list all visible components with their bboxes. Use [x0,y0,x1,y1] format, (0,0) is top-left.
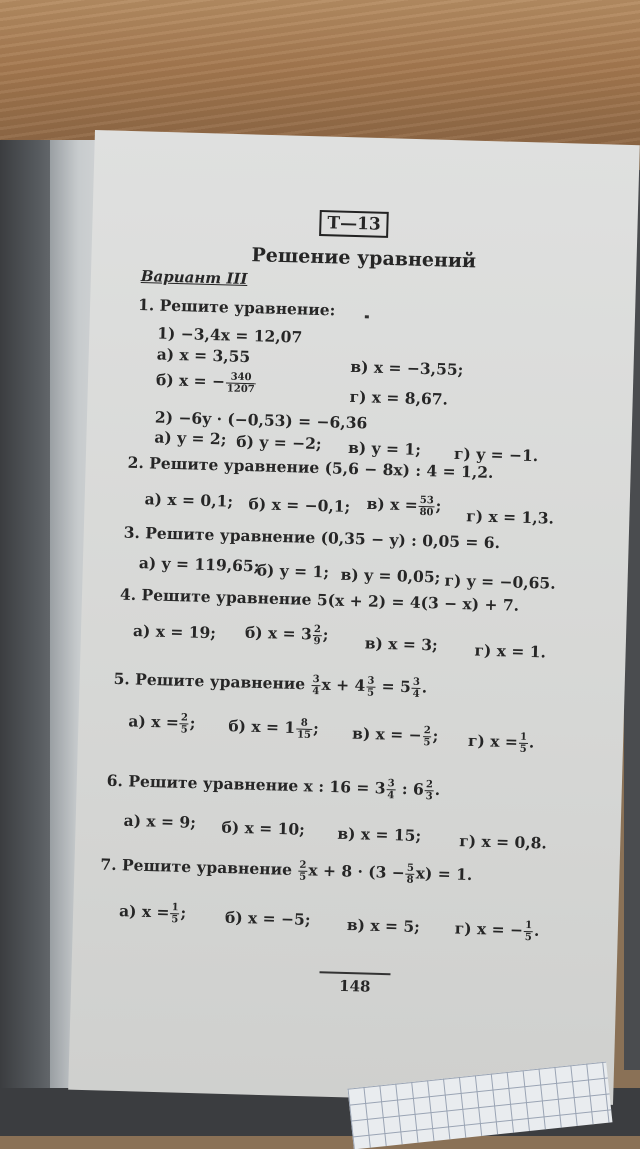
question-7: 7. Решите уравнение $\frac{2}{5}$ x + 8 · (3 − $\frac{5}{8}$ x) = 1. [100,854,473,886]
q1-answer-g: г) x = 8,67. [349,386,449,409]
fraction: $\frac{2}{5}$ [180,712,189,736]
q1-answer-b: б) x = − $\frac{340}{1207}$ [155,369,255,396]
fraction: $\frac{2}{3}$ [425,779,434,803]
q3-answer-g: г) y = −0,65. [444,570,556,593]
page-number: 148 [319,971,391,996]
test-number: Т—13 [319,210,389,238]
q4-answer-a: а) x = 19; [132,620,217,643]
q3-answer-a: а) y = 119,65; [138,553,260,576]
q2-answer-a: а) x = 0,1; [144,489,234,511]
q7-answer-a: а) x = $\frac{1}{5}$ ; [118,901,187,926]
fraction: $\frac{3}{5}$ [366,675,375,699]
q7-answer-v: в) x = 5; [346,915,421,937]
q4-answer-g: г) x = 1. [474,640,547,662]
fraction: $\frac{340}{1207}$ [226,371,255,396]
fraction: $\frac{2}{5}$ [299,859,307,883]
ink-dot [365,315,369,318]
question-3: 3. Решите уравнение (0,35 − y) : 0,05 = 6. [123,522,501,553]
question-5: 5. Решите уравнение $\frac{3}{4}$ x + 4 $\frac{3}{5}$ = 5 $\frac{3}{4}$ . [113,668,428,700]
fraction: $\frac{5}{8}$ [406,862,415,886]
fraction: $\frac{53}{80}$ [419,494,434,519]
fraction: $\frac{2}{5}$ [423,725,431,749]
q5-answer-a: а) x = $\frac{2}{5}$ ; [128,711,196,736]
q5-answer-v: в) x = − $\frac{2}{5}$ ; [351,723,439,749]
question-6: 6. Решите уравнение x : 16 = 3 $\frac{3}{4}$ : 6 $\frac{2}{3}$ . [106,770,441,803]
fraction: $\frac{1}{5}$ [524,920,533,944]
variant-label: Вариант III [140,267,248,289]
q5-answer-b: б) x = 1 $\frac{8}{15}$ ; [228,716,320,741]
question-2: 2. Решите уравнение (5,6 − 8x) : 4 = 1,2. [127,452,494,482]
q1-part-1: 1) −3,4x = 12,07 [157,323,303,347]
fraction: $\frac{3}{4}$ [387,778,395,802]
q1-answer-v: в) x = −3,55; [350,356,464,380]
q1-answer-a: а) x = 3,55 [156,344,251,367]
q3-answer-b: б) y = 1; [256,560,330,582]
fraction: $\frac{3}{4}$ [412,676,421,700]
q1-p2-answer-b: б) y = −2; [236,431,322,454]
q6-answer-g: г) x = 0,8. [458,831,548,853]
question-1: 1. Решите уравнение: [137,294,336,320]
q6-answer-b: б) x = 10; [221,817,306,839]
q1-p2-answer-v: в) y = 1; [347,437,422,459]
q6-answer-v: в) x = 15; [337,823,422,846]
q3-answer-v: в) y = 0,05; [340,564,441,587]
q5-answer-g: г) x = $\frac{1}{5}$ . [467,730,535,755]
fraction: $\frac{8}{15}$ [296,717,312,741]
q1-p2-answer-g: г) y = −1. [453,443,539,466]
fraction: $\frac{2}{9}$ [313,624,322,648]
question-4: 4. Решите уравнение 5(x + 2) = 4(3 − x) + 7. [119,584,520,615]
page-title: Решение уравнений [251,244,477,273]
fraction: $\frac{1}{5}$ [519,731,528,755]
q7-answer-b: б) x = −5; [224,907,311,930]
q1-part-2: 2) −6y · (−0,53) = −6,36 [154,407,368,433]
q2-answer-g: г) x = 1,3. [466,506,555,528]
q2-answer-b: б) x = −0,1; [248,494,351,516]
fraction: $\frac{3}{4}$ [312,673,320,698]
fraction: $\frac{1}{5}$ [171,902,179,926]
wooden-table [0,0,640,150]
q4-answer-v: в) x = 3; [364,633,439,655]
q2-answer-v: в) x = $\frac{53}{80}$ ; [366,493,442,519]
q1-p2-answer-a: а) y = 2; [154,427,227,449]
page-content [83,200,625,1014]
q7-answer-g: г) x = − $\frac{1}{5}$ . [454,918,540,944]
q4-answer-b: б) x = 3 $\frac{2}{9}$ ; [244,622,329,648]
q6-answer-a: а) x = 9; [123,810,197,832]
